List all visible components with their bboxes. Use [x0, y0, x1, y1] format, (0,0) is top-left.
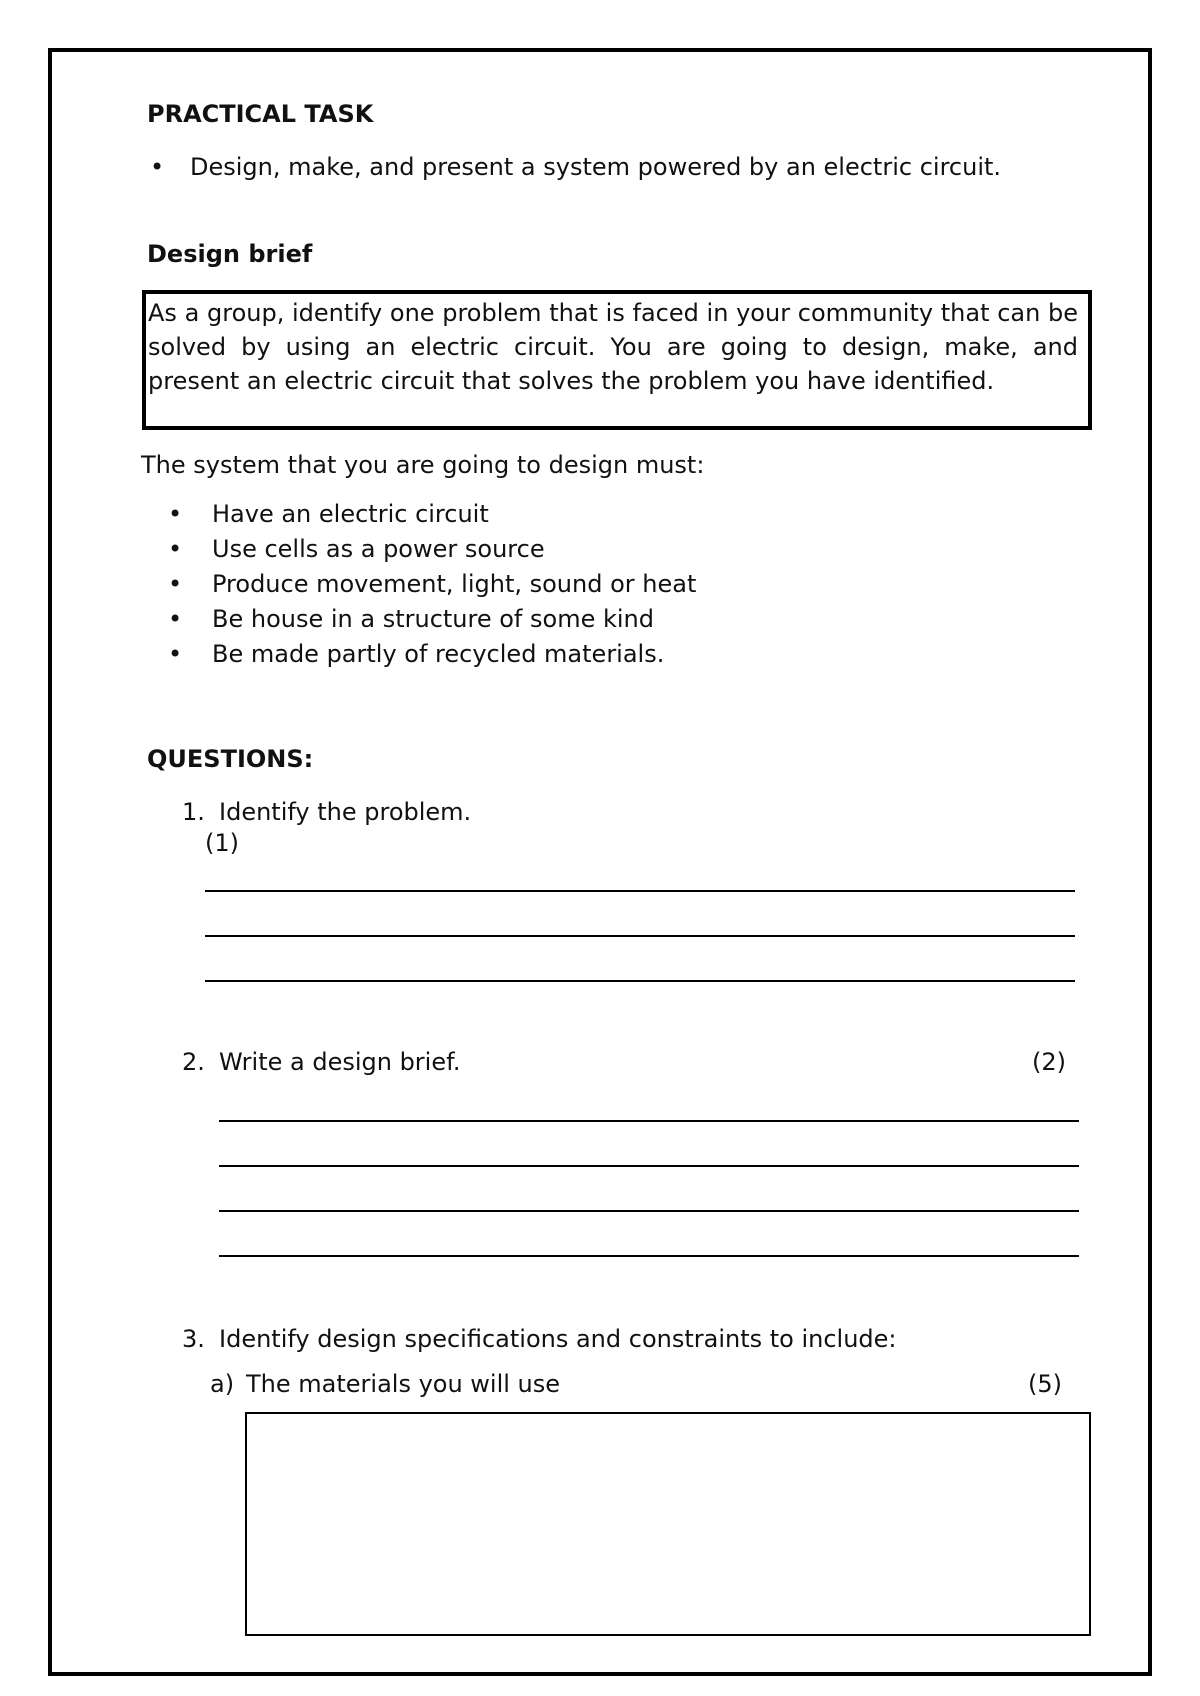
- answer-line[interactable]: [205, 935, 1075, 937]
- list-item: • Produce movement, light, sound or heat: [168, 567, 696, 602]
- question-3a-text: The materials you will use: [246, 1370, 561, 1398]
- bullet-icon: •: [168, 605, 183, 633]
- bullet-icon: •: [168, 570, 183, 598]
- question-3-text: Identify design specifications and constraints to include:: [219, 1325, 897, 1353]
- practical-task-heading: PRACTICAL TASK: [147, 100, 374, 128]
- answer-line[interactable]: [205, 890, 1075, 892]
- bullet-icon: •: [168, 535, 183, 563]
- question-2-text: Write a design brief.: [219, 1048, 461, 1076]
- question-3a-label: a): [210, 1370, 235, 1398]
- design-brief-box: As a group, identify one problem that is faced in your community that can be solved by using an electric circuit. You are going to design, make, and present an electric circuit that solves the problem you have identified.: [142, 290, 1092, 430]
- list-item: • Use cells as a power source: [168, 532, 696, 567]
- question-3a-marks: (5): [1028, 1370, 1062, 1398]
- bullet-icon: •: [150, 153, 165, 181]
- design-brief-heading: Design brief: [147, 240, 313, 268]
- requirements-intro: The system that you are going to design must:: [141, 451, 705, 479]
- bullet-icon: •: [168, 640, 183, 668]
- question-2-marks: (2): [1032, 1048, 1066, 1076]
- list-item: • Be made partly of recycled materials.: [168, 637, 696, 672]
- question-3-number: 3.: [182, 1325, 205, 1353]
- bullet-icon: •: [168, 500, 183, 528]
- practical-task-text: Design, make, and present a system powered by an electric circuit.: [190, 153, 1002, 181]
- answer-line[interactable]: [219, 1120, 1079, 1122]
- question-1-text: Identify the problem.: [219, 798, 472, 826]
- question-2-number: 2.: [182, 1048, 205, 1076]
- question-1-marks: (1): [205, 829, 239, 857]
- answer-line[interactable]: [205, 980, 1075, 982]
- question-1-number: 1.: [182, 798, 205, 826]
- practical-task-bullet: [150, 150, 1080, 184]
- answer-line[interactable]: [219, 1165, 1079, 1167]
- requirements-list: [168, 497, 696, 672]
- answer-box[interactable]: [245, 1412, 1091, 1636]
- answer-line[interactable]: [219, 1255, 1079, 1257]
- answer-line[interactable]: [219, 1210, 1079, 1212]
- questions-heading: QUESTIONS:: [147, 745, 314, 773]
- list-item: • Be house in a structure of some kind: [168, 602, 696, 637]
- list-item: • Have an electric circuit: [168, 497, 696, 532]
